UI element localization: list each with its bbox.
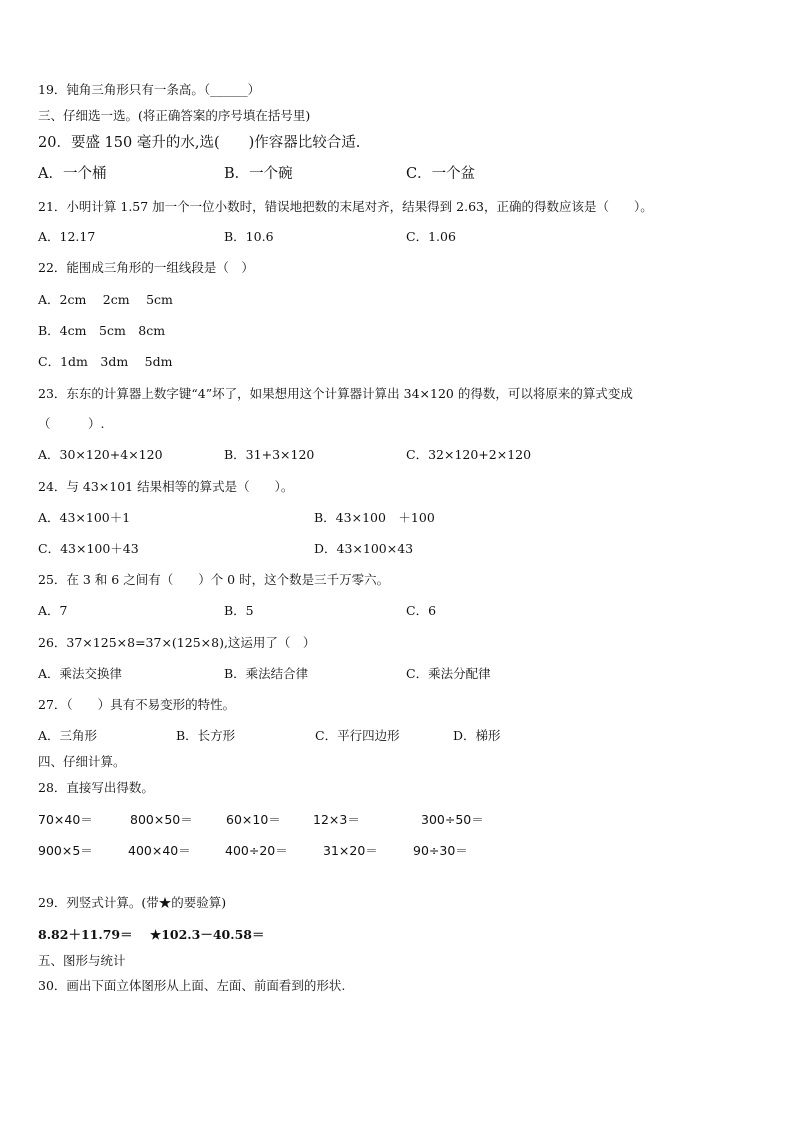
- q20-option-a: A．一个桶: [38, 166, 107, 182]
- q24-option-b: B．43×100 ＋100: [314, 510, 435, 525]
- calc-item: 12×3＝: [313, 812, 360, 827]
- q30-text: 30．画出下面立体图形从上面、左面、前面看到的形状.: [38, 978, 346, 993]
- q23-option-c: C．32×120+2×120: [406, 447, 532, 462]
- calc-item: 70×40＝: [38, 812, 93, 827]
- calc-item: 300÷50＝: [421, 812, 484, 827]
- q22-option-c: C．1dm 3dm 5dm: [38, 354, 173, 369]
- calc-item: 400÷20＝: [225, 843, 288, 858]
- q23-option-a: A．30×120+4×120: [38, 447, 163, 462]
- q27-option-b: B．长方形: [176, 728, 236, 743]
- q20-text: 20．要盛 150 毫升的水,选( )作容器比较合适.: [38, 135, 361, 151]
- q27-option-c: C．平行四边形: [315, 728, 400, 743]
- q21-text: 21．小明计算 1.57 加一个一位小数时，错误地把数的末尾对齐，结果得到 2.63，正确的得数应该是（ ）。: [38, 199, 653, 214]
- q21-option-a: A．12.17: [38, 229, 96, 244]
- q23-option-b: B．31+3×120: [224, 447, 315, 462]
- q25-option-c: C．6: [406, 603, 437, 618]
- calc-item: 900×5＝: [38, 843, 93, 858]
- q21-option-b: B．10.6: [224, 229, 274, 244]
- calc-item: 800×50＝: [130, 812, 193, 827]
- calc-item: 60×10＝: [226, 812, 281, 827]
- q26-option-a: A．乘法交换律: [38, 666, 123, 681]
- q27-option-a: A．三角形: [38, 728, 98, 743]
- q24-text: 24．与 43×101 结果相等的算式是（ ）。: [38, 479, 294, 494]
- calc-item: 90÷30＝: [413, 843, 468, 858]
- q29-text: 29．列竖式计算。(带★的要验算): [38, 895, 227, 910]
- section3-title: 三、仔细选一选。(将正确答案的序号填在括号里): [38, 108, 311, 123]
- q29-item-2: ★102.3－40.58＝: [150, 927, 265, 942]
- q21-option-c: C．1.06: [406, 229, 456, 244]
- q29-item-1: 8.82＋11.79＝: [38, 927, 133, 942]
- q22-option-b: B．4cm 5cm 8cm: [38, 323, 166, 338]
- q25-text: 25．在 3 和 6 之间有（ ）个 0 时，这个数是三千万零六。: [38, 572, 390, 587]
- q26-option-b: B．乘法结合律: [224, 666, 309, 681]
- q27-text: 27．（ ）具有不易变形的特性。: [38, 697, 236, 712]
- q24-option-c: C．43×100＋43: [38, 541, 139, 556]
- calc-item: 31×20＝: [323, 843, 378, 858]
- q26-text: 26．37×125×8=37×(125×8),这运用了（ ）: [38, 635, 316, 650]
- q25-option-a: A．7: [38, 603, 68, 618]
- calc-item: 400×40＝: [128, 843, 191, 858]
- q27-option-d: D．梯形: [453, 728, 501, 743]
- q23-text: 23．东东的计算器上数字键“4”坏了，如果想用这个计算器计算出 34×120 的得数，可以将原来的算式变成: [38, 386, 633, 401]
- q23-text-cont: （ ）.: [38, 416, 105, 431]
- section4-title: 四、仔细计算。: [38, 754, 126, 769]
- q24-option-a: A．43×100＋1: [38, 510, 131, 525]
- q28-text: 28．直接写出得数。: [38, 780, 154, 795]
- q19-text: 19．钝角三角形只有一条高。（______）: [38, 82, 261, 97]
- q22-option-a: A．2cm 2cm 5cm: [38, 292, 173, 307]
- q20-option-c: C．一个盆: [406, 166, 476, 182]
- q26-option-c: C．乘法分配律: [406, 666, 491, 681]
- q24-option-d: D．43×100×43: [314, 541, 414, 556]
- section5-title: 五、图形与统计: [38, 953, 126, 968]
- q25-option-b: B．5: [224, 603, 254, 618]
- q20-option-b: B．一个碗: [224, 166, 293, 182]
- q22-text: 22．能围成三角形的一组线段是（ ）: [38, 260, 254, 275]
